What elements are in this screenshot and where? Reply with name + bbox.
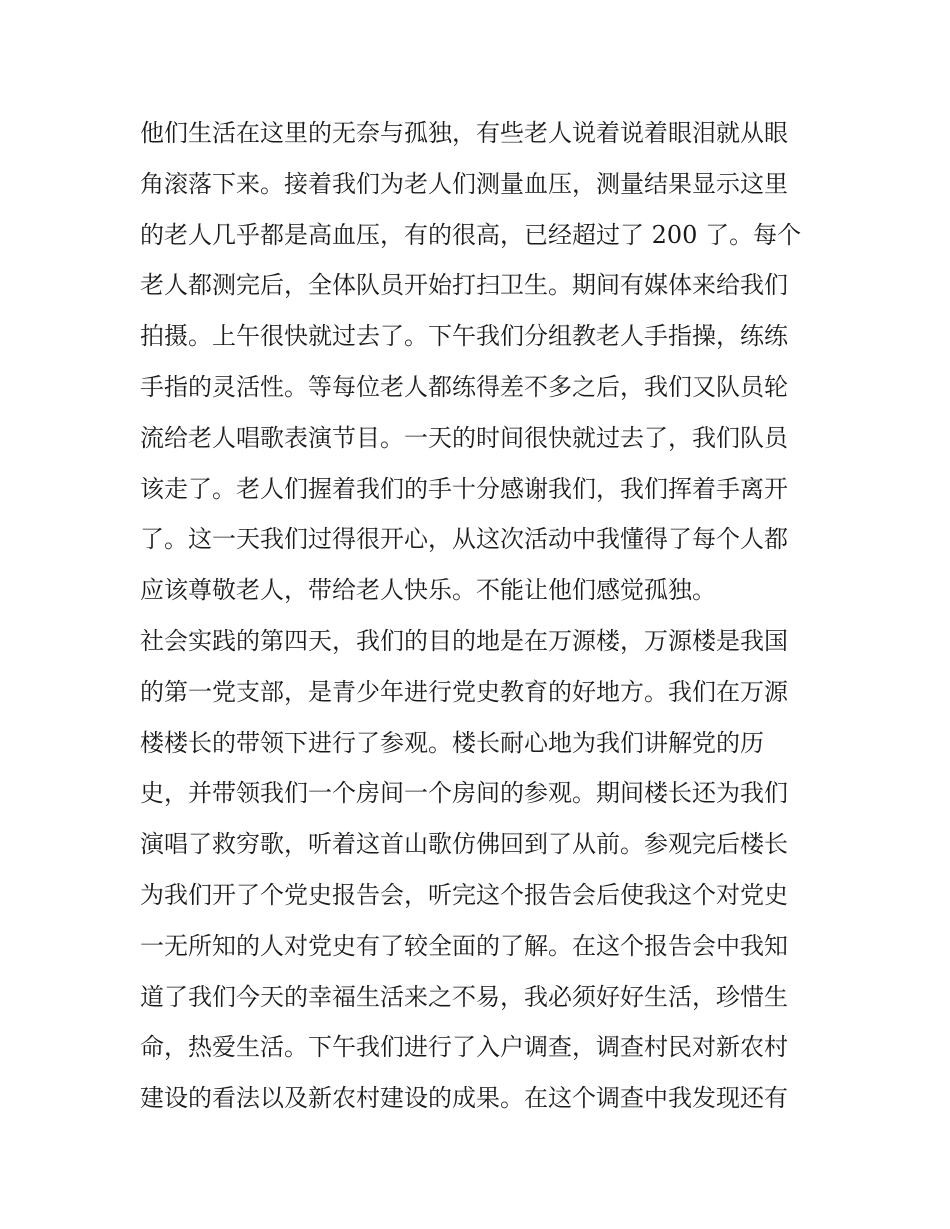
text-line: 社会实践的第四天，我们的目的地是在万源楼，万源楼是我国 [140, 626, 788, 655]
text-line: 为我们开了个党史报告会，听完这个报告会后使我这个对党史 [140, 880, 788, 909]
text-line: 应该尊敬老人，带给老人快乐。不能让他们感觉孤独。 [140, 576, 716, 605]
text-line: 老人都测完后，全体队员开始打扫卫生。期间有媒体来给我们 [140, 271, 788, 300]
text-line: 建设的看法以及新农村建设的成果。在这个调查中我发现还有 [140, 1084, 788, 1113]
text-line: 的第一党支部，是青少年进行党史教育的好地方。我们在万源 [140, 677, 788, 706]
text-line: 演唱了救穷歌，听着这首山歌仿佛回到了从前。参观完后楼长 [140, 830, 788, 859]
text-line: 楼楼长的带领下进行了参观。楼长耐心地为我们讲解党的历 [140, 728, 764, 757]
text-line: 史，并带领我们一个房间一个房间的参观。期间楼长还为我们 [140, 779, 788, 808]
text-line: 道了我们今天的幸福生活来之不易，我必须好好生活，珍惜生 [140, 982, 788, 1011]
text-line: 流给老人唱歌表演节目。一天的时间很快就过去了，我们队员 [140, 423, 788, 452]
text-line: 角滚落下来。接着我们为老人们测量血压，测量结果显示这里 [140, 169, 788, 198]
text-line: 一无所知的人对党史有了较全面的了解。在这个报告会中我知 [140, 931, 788, 960]
body-text [140, 108, 820, 1124]
text-line: 的老人几乎都是高血压，有的很高，已经超过了 200 了。每个 [140, 220, 802, 249]
text-line: 命，热爱生活。下午我们进行了入户调查，调查村民对新农村 [140, 1033, 788, 1062]
text-line: 了。这一天我们过得很开心，从这次活动中我懂得了每个人都 [140, 525, 788, 554]
text-line: 他们生活在这里的无奈与孤独，有些老人说着说着眼泪就从眼 [140, 119, 788, 147]
text-line: 拍摄。上午很快就过去了。下午我们分组教老人手指操，练练 [140, 322, 788, 351]
text-line: 该走了。老人们握着我们的手十分感谢我们，我们挥着手离开 [140, 474, 788, 503]
text-line: 手指的灵活性。等每位老人都练得差不多之后，我们又队员轮 [140, 372, 788, 401]
